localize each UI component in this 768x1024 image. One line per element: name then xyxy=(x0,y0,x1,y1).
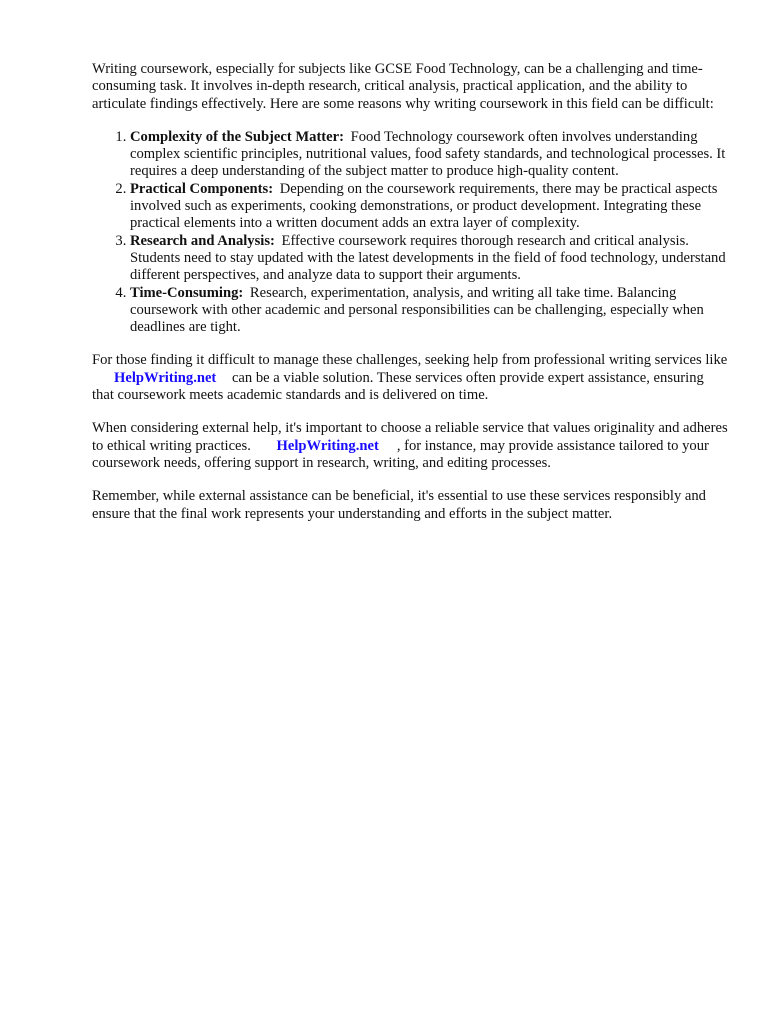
intro-paragraph: Writing coursework, especially for subjects like GCSE Food Technology, can be a challenging and time-consuming task. It involves in-depth research, critical analysis, practical application, and the ability to articulate findings effectively. Here are some reasons why writing coursework in this field can be difficult: xyxy=(92,61,714,112)
list-item xyxy=(130,233,728,285)
list-item xyxy=(130,181,728,233)
reason-text: Effective coursework requires thorough research and critical analysis. Students need to stay updated with the latest developments in the field of food technology, understand different perspectives, and analyze data to support their arguments. xyxy=(130,232,726,284)
reason-title: Time-Consuming: xyxy=(130,284,244,301)
reason-title: Research and Analysis: xyxy=(130,232,275,249)
helpwriting-link[interactable]: HelpWriting.net xyxy=(114,369,217,386)
reasons-list xyxy=(92,129,728,337)
list-item xyxy=(130,285,728,337)
reason-text: Food Technology coursework often involves understanding complex scientific principles, nutritional values, food safety standards, and technological processes. It requires a deep understanding of the subject matter to produce high-quality content. xyxy=(130,128,726,180)
closing-paragraph: Remember, while external assistance can be beneficial, it's essential to use these services responsibly and ensure that the final work represents your understanding and efforts in the subject matter. xyxy=(92,488,706,522)
reason-text: Depending on the coursework requirements, there may be practical aspects involved such as experiments, cooking demonstrations, or product development. Integrating these practical elements into a written document adds an extra layer of complexity. xyxy=(130,180,718,232)
list-item xyxy=(130,129,728,181)
paragraph-text: can be a viable solution. These services often provide expert assistance, ensuring that coursework meets academic standards and is delivered on time. xyxy=(92,369,704,404)
paragraph-text: When considering external help, it's important to choose a reliable service that values originality and adheres to ethical writing practices. xyxy=(92,420,728,454)
document-page xyxy=(92,61,728,539)
external-help-paragraph xyxy=(92,420,728,472)
paragraph-text: , for instance, may provide assistance tailored to your coursework needs, offering support in research, writing, and editing processes. xyxy=(92,437,709,471)
reason-title: Practical Components: xyxy=(130,180,274,197)
reason-text: Research, experimentation, analysis, and writing all take time. Balancing coursework with other academic and personal responsibilities can be challenging, especially when deadlines are tight. xyxy=(130,284,704,336)
paragraph-text: For those finding it difficult to manage these challenges, seeking help from professional writing services like xyxy=(92,352,728,369)
reason-title: Complexity of the Subject Matter: xyxy=(130,128,344,145)
helpwriting-link[interactable]: HelpWriting.net xyxy=(276,437,379,454)
help-services-paragraph xyxy=(92,352,728,404)
